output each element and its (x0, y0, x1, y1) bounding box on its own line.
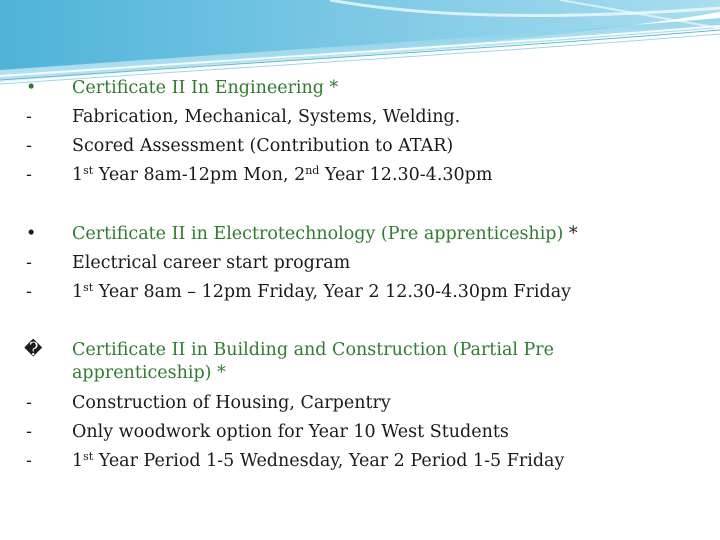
dash-marker: - (26, 393, 32, 413)
dash-marker: - (26, 165, 32, 185)
schedule-text: 1st Year Period 1-5 Wednesday, Year 2 Period 1-5 Friday (72, 450, 565, 471)
dash-marker: - (26, 107, 32, 127)
bullet-marker: • (26, 78, 37, 98)
dash-marker: - (26, 282, 32, 302)
bullet-marker: • (26, 224, 37, 244)
dash-marker: - (26, 253, 32, 273)
dash-marker: - (26, 451, 32, 471)
section3-heading-line2: apprenticeship) * (72, 363, 226, 383)
section2-heading: Certificate II in Electrotechnology (Pre apprenticeship) * (72, 224, 578, 244)
item-text: Electrical career start program (72, 253, 351, 273)
schedule-text: 1st Year 8am – 12pm Friday, Year 2 12.30-4.30pm Friday (72, 281, 572, 302)
item-text: Construction of Housing, Carpentry (72, 393, 391, 413)
section3-heading-line1: Certificate II in Building and Construction (Partial Pre (72, 340, 555, 360)
schedule-text: 1st Year 8am-12pm Mon, 2nd Year 12.30-4.30pm (72, 164, 493, 185)
item-text: Fabrication, Mechanical, Systems, Welding. (72, 107, 461, 127)
unknown-glyph-marker: � (24, 339, 43, 360)
item-text: Only woodwork option for Year 10 West Students (72, 422, 509, 442)
item-text: Scored Assessment (Contribution to ATAR) (72, 136, 454, 156)
dash-marker: - (26, 422, 32, 442)
dash-marker: - (26, 136, 32, 156)
section1-heading: Certificate II In Engineering * (72, 78, 339, 98)
